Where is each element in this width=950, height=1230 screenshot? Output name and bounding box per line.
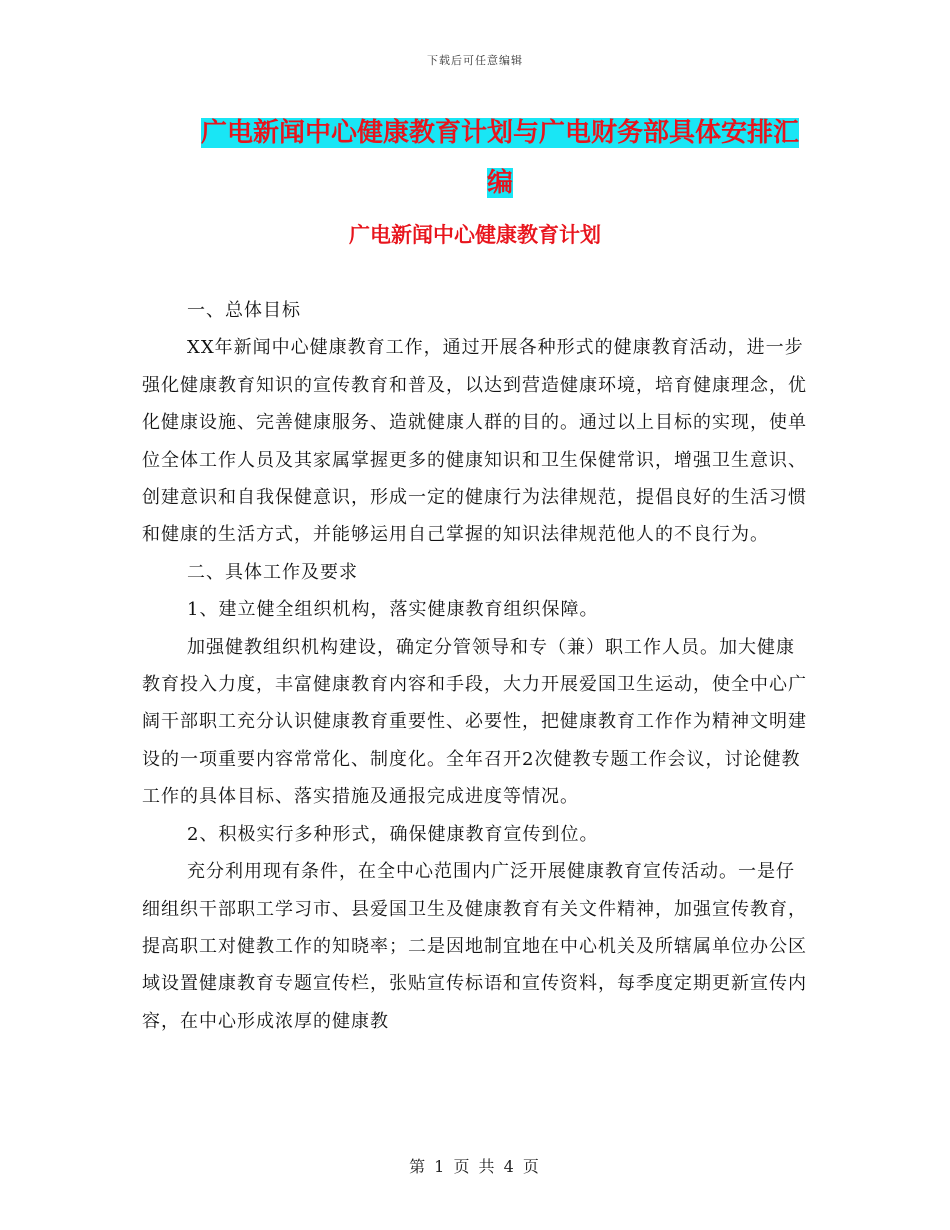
- paragraph-overall-goal: XX年新闻中心健康教育工作，通过开展各种形式的健康教育活动，进一步强化健康教育知识的宣传教育和普及，以达到营造健康环境，培育健康理念，优化健康设施、完善健康服务、造就健康人群的目的。通过以上目标的实现，使单位全体工作人员及其家属掌握更多的健康知识和卫生保健常识，增强卫生意识、创建意识和自我保健意识，形成一定的健康行为法律规范，提倡良好的生活习惯和健康的生活方式，并能够运用自己掌握的知识法律规范他人的不良行为。: [142, 337, 807, 546]
- page-footer: 第 1 页 共 4 页: [409, 1157, 541, 1176]
- section-title: 广电新闻中心健康教育计划: [349, 223, 601, 247]
- heading-specific-work: 二、具体工作及要求: [187, 561, 358, 583]
- document-body: [142, 292, 812, 1040]
- paragraph-publicity: 充分利用现有条件，在全中心范围内广泛开展健康教育宣传活动。一是仔细组织干部职工学习市、县爱国卫生及健康教育有关文件精神，加强宣传教育，提高职工对健教工作的知晓率；二是因地制宜地在中心机关及所辖属单位办公区域设置健康教育专题宣传栏，张贴宣传标语和宣传资料，每季度定期更新宣传内容，在中心形成浓厚的健康教: [142, 861, 807, 1032]
- document-title: [190, 108, 810, 208]
- heading-overall-goal: 一、总体目标: [187, 300, 301, 321]
- page-header: 下载后可任意编辑: [427, 54, 523, 67]
- subheading-publicity: 2、积极实行多种形式，确保健康教育宣传到位。: [187, 823, 599, 845]
- subheading-organization: 1、建立健全组织机构，落实健康教育组织保障。: [187, 599, 599, 621]
- paragraph-organization: 加强健教组织机构建设，确定分管领导和专（兼）职工作人员。加大健康教育投入力度，丰富健康教育内容和手段，大力开展爱国卫生运动，使全中心广阔干部职工充分认识健康教育重要性、必要性，把健康教育工作作为精神文明建设的一项重要内容常常化、制度化。全年召开2次健教专题工作会议，讨论健教工作的具体目标、落实措施及通报完成进度等情况。: [142, 636, 807, 808]
- document-title-text: 广电新闻中心健康教育计划与广电财务部具体安排汇编: [200, 118, 799, 198]
